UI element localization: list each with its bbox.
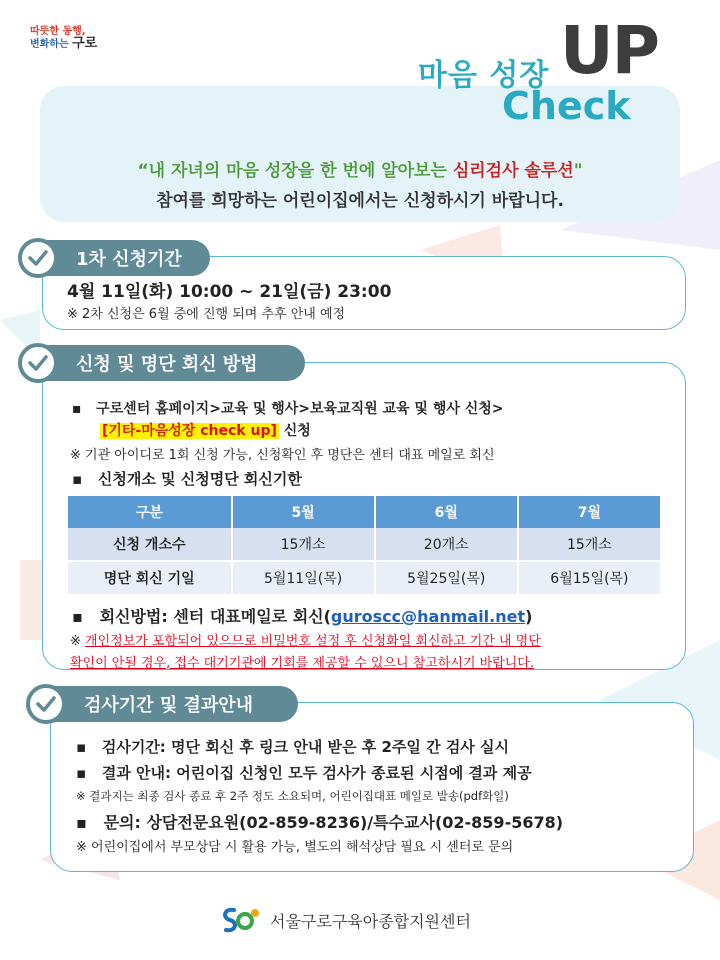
- warning-line2: 확인이 안될 경우, 접수 대기기관에 기회를 제공할 수 있으니 참고하시기 바랍니다.: [70, 656, 535, 671]
- center-name: 서울구로구육아종합지원센터: [270, 911, 471, 931]
- table-cell: 15개소: [232, 528, 375, 561]
- bullet3: ▪ 회신방법: 센터 대표메일로 회신(guroscc@hanmail.net): [72, 607, 533, 626]
- logo-line3: 구로: [72, 36, 98, 51]
- section1-note: ※ 2차 신청은 6월 중에 진행 되며 추후 안내 예정: [67, 307, 346, 322]
- table-cell: 5월25일(목): [375, 561, 518, 595]
- logo-line1: 따뜻한 동행,: [30, 26, 86, 37]
- table-row: [68, 561, 661, 595]
- table-row: [68, 528, 661, 561]
- table-cell: 신청 개소수: [68, 528, 232, 561]
- section3-bullet1: ▪ 검사기간: 명단 회신 후 링크 안내 받은 후 2주일 간 검사 실시: [76, 738, 509, 756]
- bullet1-line2: [기타-마음성장 check up] 신청: [102, 423, 311, 439]
- table-cell: 6월15일(목): [518, 561, 661, 595]
- section3-bullet3: ▪ 문의: 상담전문요원(02-859-8236)/특수교사(02-859-5678): [76, 813, 564, 832]
- email-link[interactable]: guroscc@hanmail.net: [330, 607, 526, 626]
- page-title: [412, 12, 692, 133]
- intro-line2: 참여를 희망하는 어린이집에서는 신청하시기 바랍니다.: [156, 191, 564, 211]
- check-icon: [18, 238, 58, 278]
- district-logo: [30, 26, 110, 51]
- bullet1-highlight: [기타-마음성장 check up]: [102, 423, 277, 439]
- intro-quote-highlight: 심리검사 솔루션: [452, 161, 574, 181]
- title-up: UP: [560, 12, 658, 89]
- table-cell: 15개소: [518, 528, 661, 561]
- bullet1-line1: ▪ 구로센터 홈페이지>교육 및 행사>보육교직원 교육 및 행사 신청>: [72, 401, 504, 417]
- footer: [218, 904, 471, 936]
- table-header: 5월: [232, 496, 375, 528]
- check-icon: [18, 343, 58, 383]
- logo-line2: 변화하는: [30, 39, 69, 50]
- check-icon: [26, 684, 66, 724]
- application-period: 4월 11일(화) 10:00 ~ 21일(금) 23:00: [67, 282, 392, 302]
- table-cell: 20개소: [375, 528, 518, 561]
- warning-line1: ※ 개인정보가 포함되어 있으므로 비밀번호 설정 후 신청화일 회신하고 기간 내 명단: [70, 634, 541, 649]
- section1-heading: 1차 신청기간: [30, 240, 210, 276]
- section3-note2: ※ 어린이집에서 부모상담 시 활용 가능, 별도의 해석상담 필요 시 센터로 문의: [76, 840, 514, 855]
- title-maum: 마음 성장: [418, 58, 550, 93]
- table-header: 7월: [518, 496, 661, 528]
- table-header: 6월: [375, 496, 518, 528]
- schedule-table: [68, 496, 662, 596]
- table-header: 구분: [68, 496, 232, 528]
- bullet2: ▪ 신청개소 및 신청명단 회신기한: [72, 470, 302, 488]
- intro-quote: “내 자녀의 마음 성장을 한 번에 알아보는 심리검사 솔루션": [137, 161, 583, 181]
- center-logo-icon: [218, 904, 262, 936]
- section2-note1: ※ 기관 아이디로 1회 신청 가능, 신청확인 후 명단은 센터 대표 메일로 회신: [70, 448, 495, 463]
- section3-bullet2: ▪ 결과 안내: 어린이집 신청인 모두 검사가 종료된 시점에 결과 제공: [76, 764, 532, 782]
- section3-heading: 검사기간 및 결과안내: [38, 686, 298, 722]
- table-header-row: [68, 496, 661, 528]
- section3-note1: ※ 결과지는 최종 검사 종료 후 2주 정도 소요되며, 어린이집대표 메일로 발송(pdf화일): [76, 789, 509, 803]
- title-check: Check: [502, 84, 631, 128]
- table-cell: 명단 회신 기일: [68, 561, 232, 595]
- section2-heading: 신청 및 명단 회신 방법: [30, 345, 305, 381]
- table-cell: 5월11일(목): [232, 561, 375, 595]
